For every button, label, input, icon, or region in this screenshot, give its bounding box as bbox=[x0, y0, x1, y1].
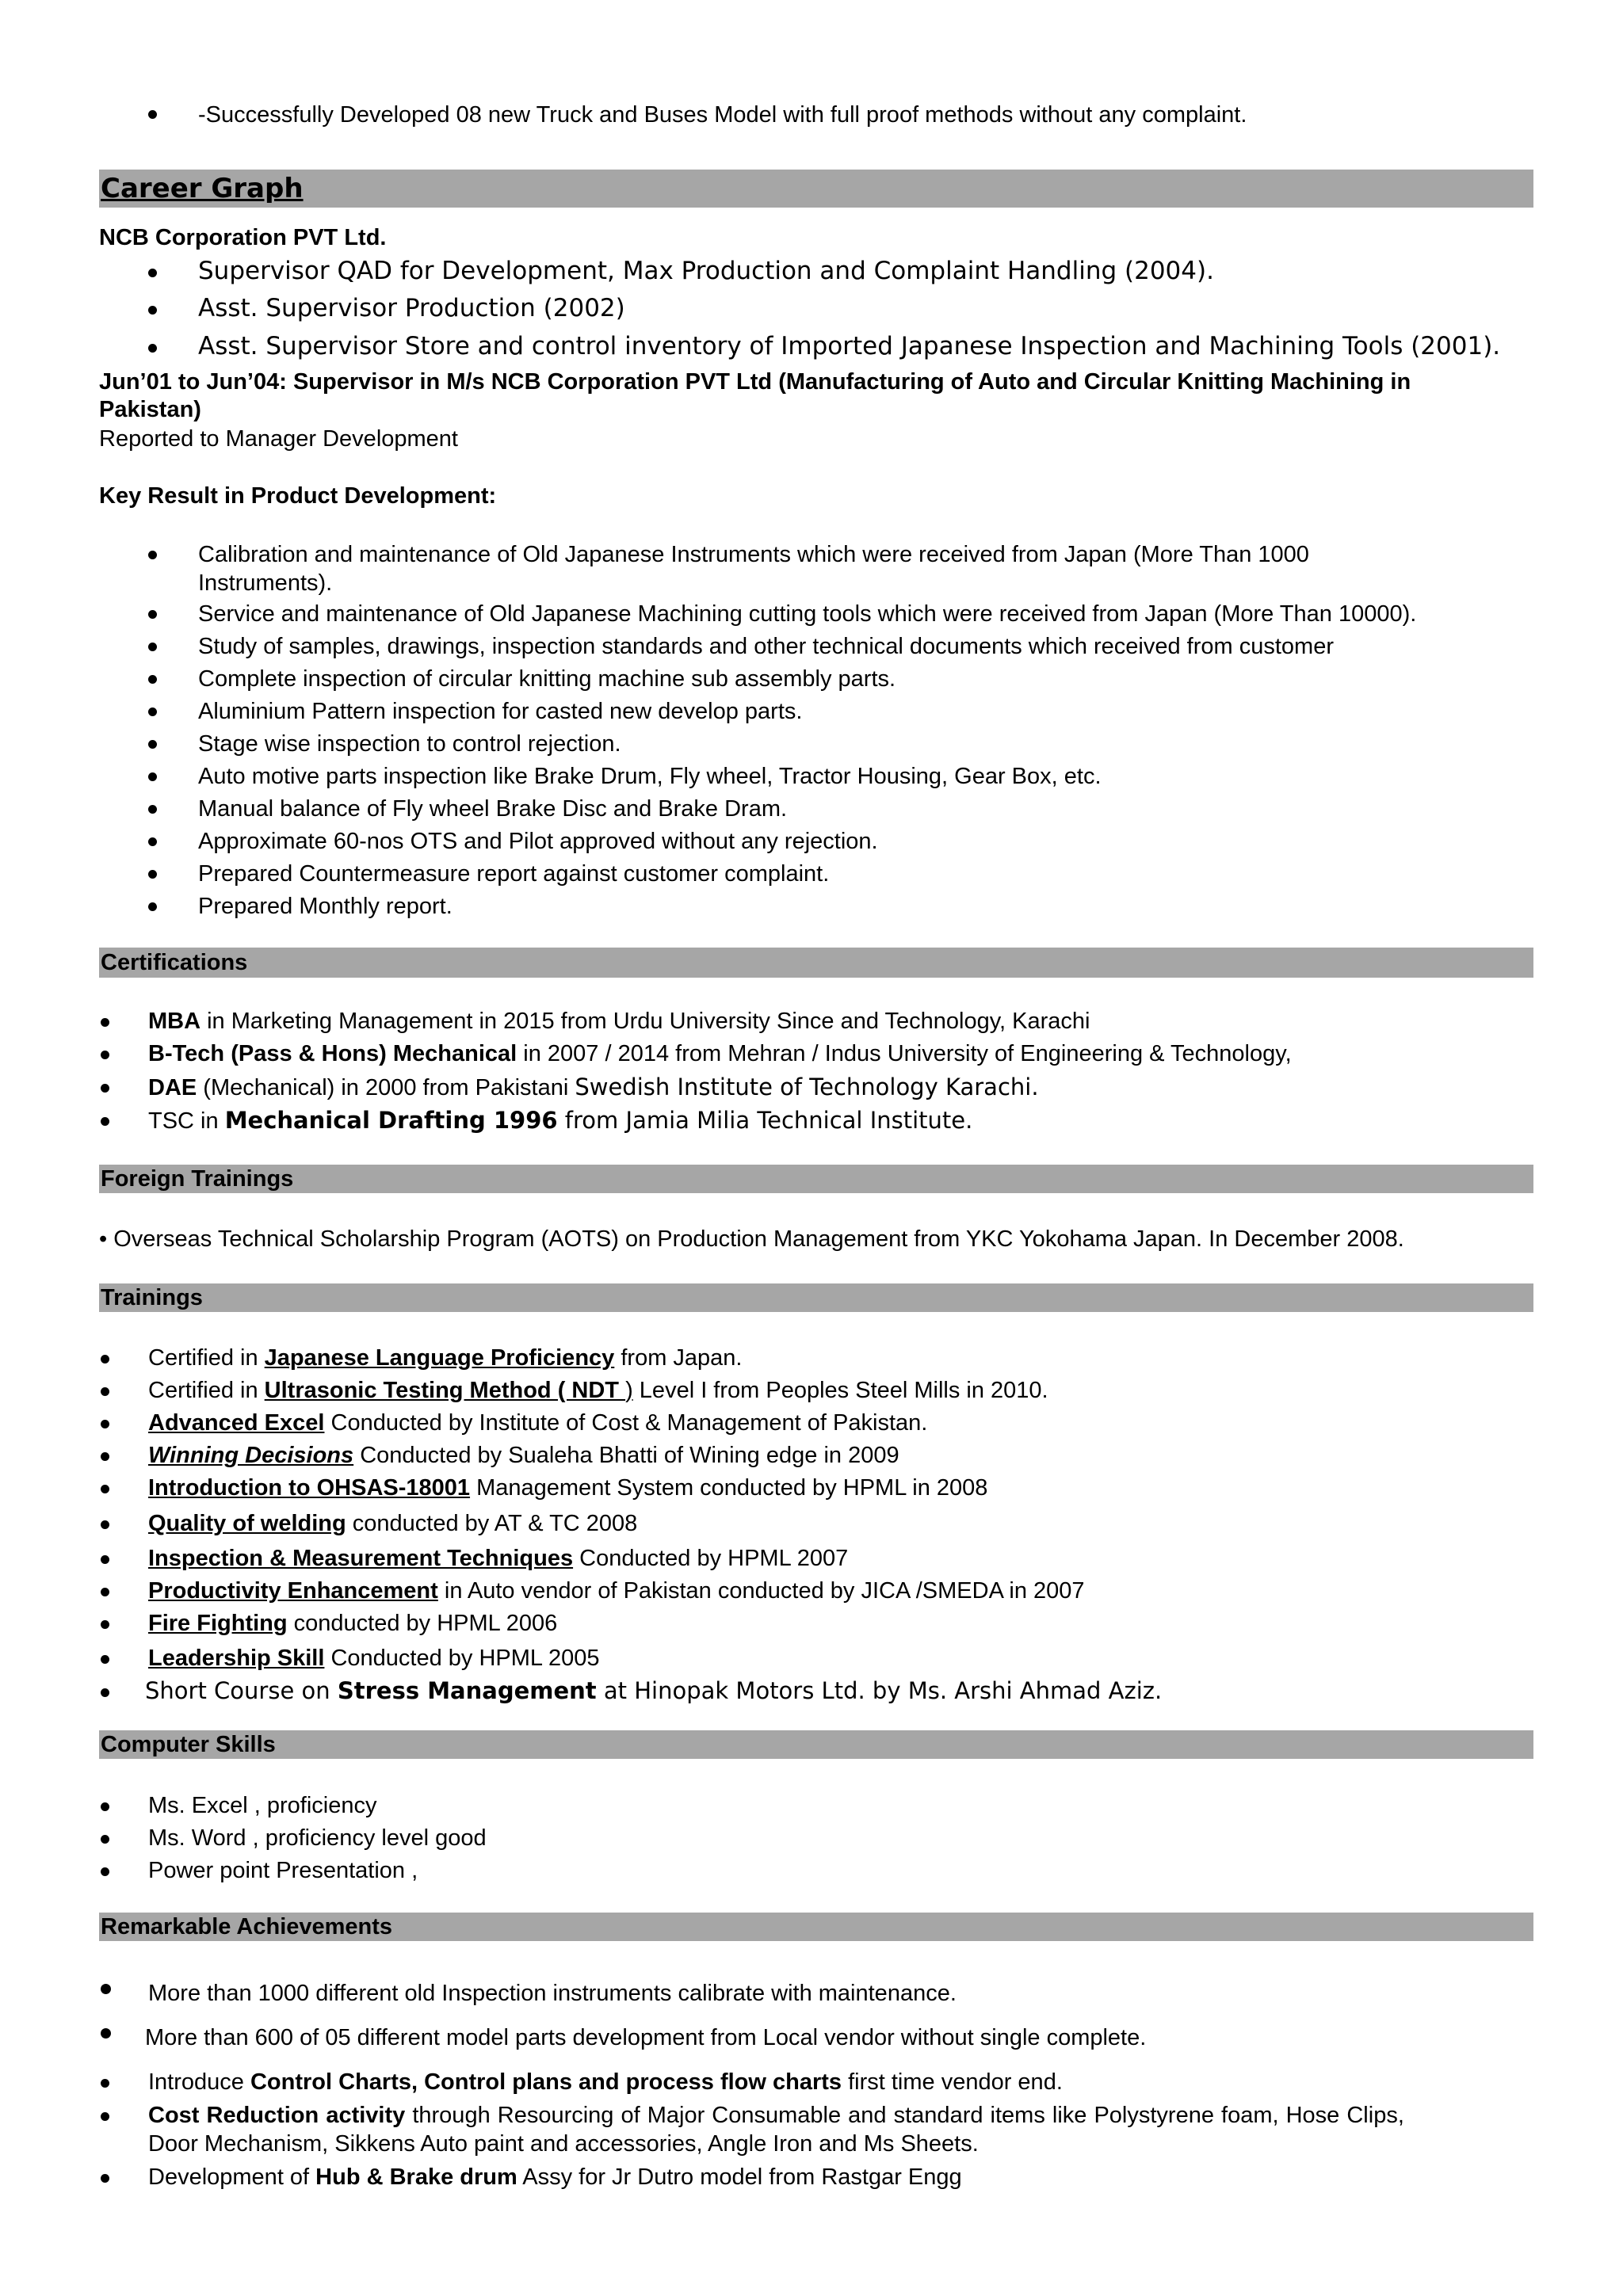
training-item: Advanced Excel Conducted by Institute of Cost & Management of Pakistan. bbox=[148, 1410, 928, 1436]
achievement-item: Cost Reduction activity through Resourcing of Major Consumable and standard items like Polystyrene foam, Hose Clips, bbox=[148, 2103, 1404, 2128]
training-item: Leadership Skill Conducted by HPML 2005 bbox=[148, 1646, 600, 1671]
training-item: Inspection & Measurement Techniques Conducted by HPML 2007 bbox=[148, 1546, 849, 1571]
company-name: NCB Corporation PVT Ltd. bbox=[99, 225, 387, 250]
list-item: Approximate 60-nos OTS and Pilot approved without any rejection. bbox=[198, 829, 878, 854]
bullet-icon bbox=[101, 1485, 109, 1493]
certifications-heading-bar bbox=[99, 948, 1533, 978]
bullet-icon bbox=[101, 1588, 109, 1596]
reported-to: Reported to Manager Development bbox=[99, 426, 458, 452]
achievement-item: Development of Hub & Brake drum Assy for Jr Dutro model from Rastgar Engg bbox=[148, 2164, 962, 2190]
bullet-icon bbox=[148, 902, 157, 911]
list-item: Prepared Countermeasure report against customer complaint. bbox=[198, 861, 830, 887]
bullet-icon bbox=[101, 1867, 109, 1876]
bullet-icon bbox=[148, 837, 157, 846]
certification-item: DAE (Mechanical) in 2000 from Pakistani Swedish Institute of Technology Karachi. bbox=[148, 1074, 1039, 1100]
foreign-trainings-heading: Foreign Trainings bbox=[101, 1166, 294, 1192]
bullet-icon bbox=[101, 1117, 109, 1126]
achievement-item: Introduce Control Charts, Control plans and process flow charts first time vendor end. bbox=[148, 2069, 1063, 2095]
skill-item: Power point Presentation , bbox=[148, 1858, 418, 1883]
list-item: Stage wise inspection to control rejection. bbox=[198, 731, 621, 757]
list-item: Complete inspection of circular knitting machine sub assembly parts. bbox=[198, 666, 896, 692]
training-item: Short Course on Stress Management at Hinopak Motors Ltd. by Ms. Arshi Ahmad Aziz. bbox=[145, 1677, 1163, 1704]
bullet-icon bbox=[101, 1835, 109, 1844]
list-item: Study of samples, drawings, inspection standards and other technical documents which received from customer bbox=[198, 634, 1334, 659]
bullet-icon bbox=[101, 1802, 109, 1811]
achievements-heading: Remarkable Achievements bbox=[101, 1914, 393, 1939]
list-item: Calibration and maintenance of Old Japanese Instruments which were received from Japan (More Than 1000 bbox=[198, 542, 1309, 567]
bullet-icon bbox=[101, 1355, 109, 1363]
key-result-heading: Key Result in Product Development: bbox=[99, 483, 497, 509]
computer-skills-heading: Computer Skills bbox=[101, 1732, 276, 1757]
career-graph-heading: Career Graph bbox=[101, 173, 304, 204]
bullet-icon bbox=[148, 707, 157, 716]
list-item: Auto motive parts inspection like Brake Drum, Fly wheel, Tractor Housing, Gear Box, etc. bbox=[198, 764, 1102, 789]
bullet-icon bbox=[101, 1984, 111, 1994]
bullet-icon bbox=[148, 610, 157, 619]
bullet-icon bbox=[101, 1520, 109, 1529]
training-item: Productivity Enhancement in Auto vendor of Pakistan conducted by JICA /SMEDA in 2007 bbox=[148, 1578, 1085, 1604]
certification-item: B-Tech (Pass & Hons) Mechanical in 2007 / 2014 from Mehran / Indus University of Engineering & Technology, bbox=[148, 1041, 1292, 1066]
training-item: Winning Decisions Conducted by Sualeha Bhatti of Wining edge in 2009 bbox=[148, 1443, 899, 1468]
bullet-icon bbox=[101, 1452, 109, 1461]
bullet-icon bbox=[148, 110, 157, 119]
bullet-icon bbox=[148, 269, 157, 277]
bullet-icon bbox=[148, 551, 157, 559]
certification-item: MBA in Marketing Management in 2015 from Urdu University Since and Technology, Karachi bbox=[148, 1009, 1090, 1034]
bullet-icon bbox=[148, 772, 157, 781]
intro-bullet-text: -Successfully Developed 08 new Truck and Buses Model with full proof methods without any complaint. bbox=[198, 102, 1247, 128]
training-item: Certified in Ultrasonic Testing Method ( NDT ) Level I from Peoples Steel Mills in 2010. bbox=[148, 1378, 1048, 1403]
role-item: Asst. Supervisor Production (2002) bbox=[198, 294, 625, 322]
bullet-icon bbox=[148, 805, 157, 814]
bullet-icon bbox=[101, 1688, 109, 1697]
bullet-icon bbox=[148, 643, 157, 651]
bullet-icon bbox=[101, 1420, 109, 1428]
achievement-item-continued: Door Mechanism, Sikkens Auto paint and accessories, Angle Iron and Ms Sheets. bbox=[148, 2131, 979, 2157]
bullet-icon bbox=[101, 1620, 109, 1629]
bullet-icon bbox=[101, 1084, 109, 1093]
list-item: Aluminium Pattern inspection for casted new develop parts. bbox=[198, 699, 803, 724]
trainings-heading-bar bbox=[99, 1283, 1533, 1312]
bullet-icon bbox=[101, 2112, 109, 2121]
skill-item: Ms. Excel , proficiency bbox=[148, 1793, 377, 1818]
foreign-trainings-heading-bar bbox=[99, 1165, 1533, 1193]
achievement-item: More than 600 of 05 different model parts development from Local vendor without single complete. bbox=[145, 2025, 1147, 2050]
bullet-icon bbox=[101, 2028, 111, 2039]
role-item: Supervisor QAD for Development, Max Production and Complaint Handling (2004). bbox=[198, 257, 1214, 285]
role-item: Asst. Supervisor Store and control inventory of Imported Japanese Inspection and Machining Tools (2001). bbox=[198, 332, 1501, 360]
bullet-icon bbox=[101, 2079, 109, 2088]
bullet-icon bbox=[101, 1018, 109, 1027]
foreign-training-item: • Overseas Technical Scholarship Program (AOTS) on Production Management from YKC Yokohama Japan. In December 2008. bbox=[99, 1226, 1404, 1252]
bullet-icon bbox=[148, 675, 157, 684]
bullet-icon bbox=[101, 1655, 109, 1664]
list-item: Instruments). bbox=[198, 570, 333, 596]
list-item: Manual balance of Fly wheel Brake Disc and Brake Dram. bbox=[198, 796, 788, 822]
bullet-icon bbox=[101, 1555, 109, 1564]
training-item: Fire Fighting conducted by HPML 2006 bbox=[148, 1611, 558, 1636]
computer-skills-heading-bar bbox=[99, 1730, 1533, 1759]
training-item: Introduction to OHSAS-18001 Management System conducted by HPML in 2008 bbox=[148, 1475, 988, 1501]
bullet-icon bbox=[148, 306, 157, 315]
training-item: Quality of welding conducted by AT & TC 2008 bbox=[148, 1511, 638, 1536]
certification-item: TSC in Mechanical Drafting 1996 from Jamia Milia Technical Institute. bbox=[148, 1107, 973, 1134]
achievement-item: More than 1000 different old Inspection instruments calibrate with maintenance. bbox=[148, 1981, 957, 2006]
certifications-heading: Certifications bbox=[101, 950, 248, 975]
period-title-line-2: Pakistan) bbox=[99, 397, 201, 422]
bullet-icon bbox=[101, 2174, 109, 2183]
career-graph-heading-bar bbox=[99, 170, 1533, 208]
bullet-icon bbox=[148, 344, 157, 353]
bullet-icon bbox=[148, 870, 157, 879]
period-title-line-1: Jun’01 to Jun’04: Supervisor in M/s NCB Corporation PVT Ltd (Manufacturing of Auto and Circular Knitting Machining in bbox=[99, 369, 1411, 395]
skill-item: Ms. Word , proficiency level good bbox=[148, 1825, 487, 1851]
training-item: Certified in Japanese Language Proficiency from Japan. bbox=[148, 1345, 743, 1371]
trainings-heading: Trainings bbox=[101, 1285, 203, 1310]
bullet-icon bbox=[148, 740, 157, 749]
list-item: Service and maintenance of Old Japanese Machining cutting tools which were received from Japan (More Than 10000). bbox=[198, 601, 1417, 627]
bullet-icon bbox=[101, 1387, 109, 1396]
bullet-icon bbox=[101, 1051, 109, 1059]
list-item: Prepared Monthly report. bbox=[198, 894, 453, 919]
